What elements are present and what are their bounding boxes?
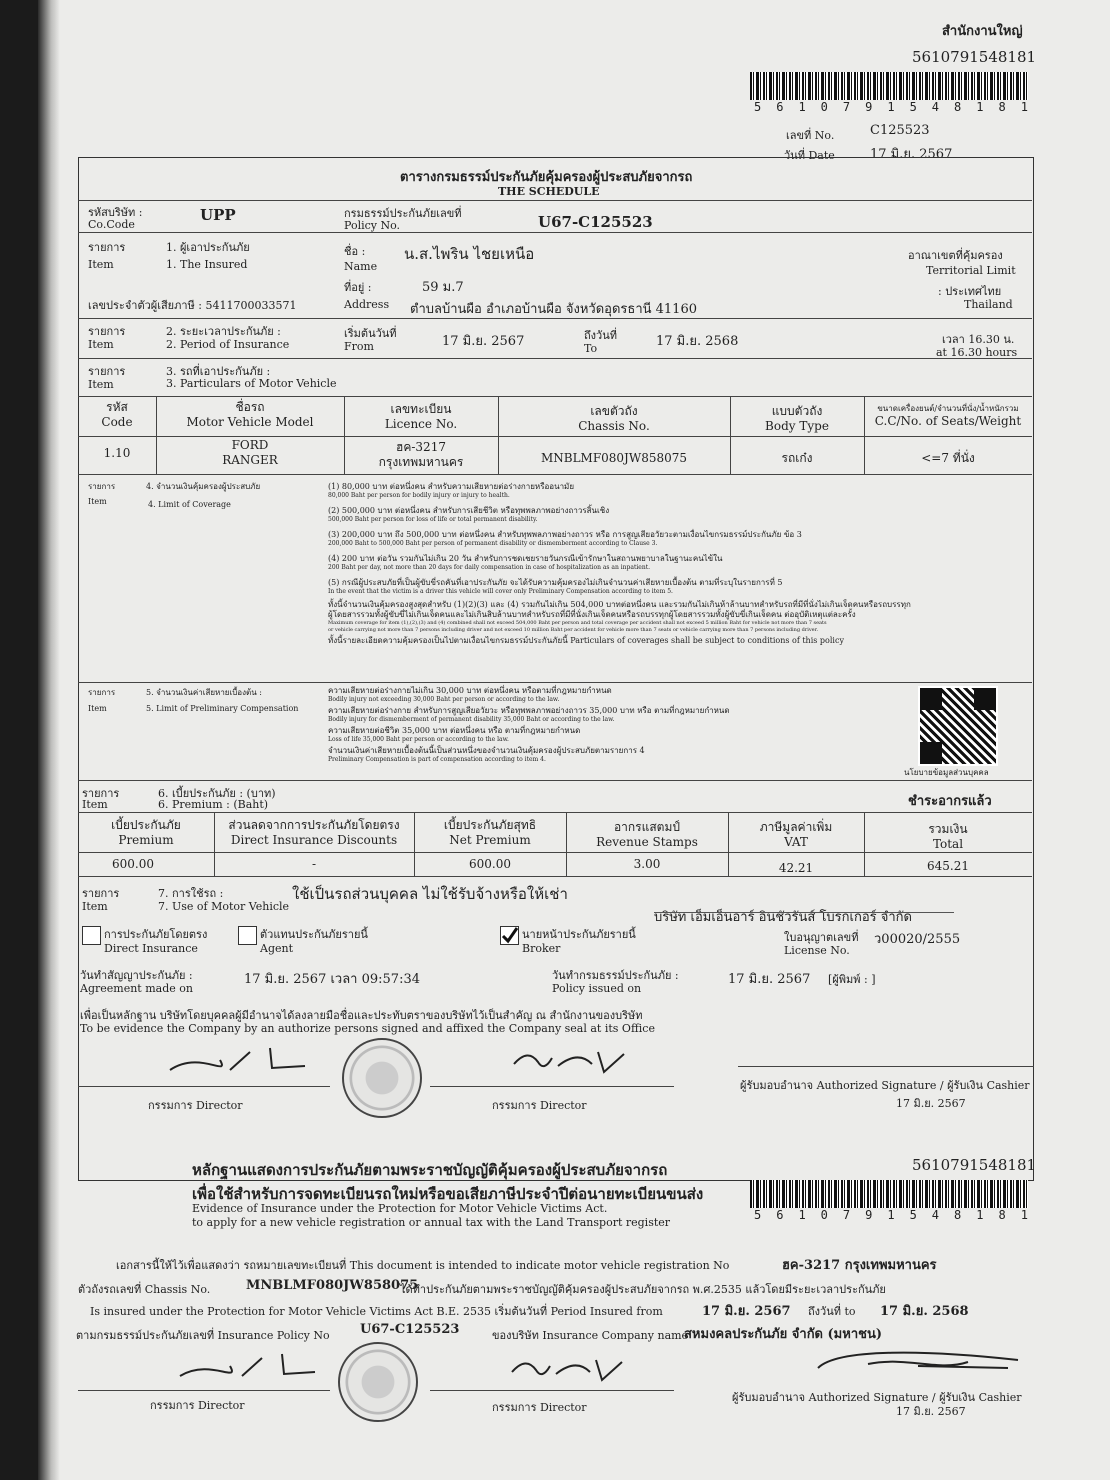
period-item-th: รายการ [88,325,126,338]
evidence-line4-label: ตามกรมธรรม์ประกันภัยเลขที่ Insurance Policy No [76,1329,330,1342]
vehicle-item-th: รายการ [88,365,126,378]
period-from-date: 17 มิ.ย. 2567 [442,334,525,349]
tax-paid-label: ชำระอากรแล้ว [908,794,992,809]
director-signature-4 [506,1350,636,1390]
address-line1: 59 ม.7 [422,280,464,295]
evidence-barcode [750,1180,1028,1208]
direct-insurance-th: การประกันภัยโดยตรง [104,928,208,941]
insured-label-th: 1. ผู้เอาประกันภัย [166,241,250,254]
premium-item-th: รายการ [82,787,120,800]
doc-no-label: เลขที่ No. [786,129,835,142]
broker-en: Broker [522,942,561,955]
evidence-line2-text: ได้ทำประกันภัยตามพระราชบัญญัติคุ้มครองผู้ประสบภัยจากรถ พ.ศ.2535 แล้วโดยมีระยะเวลาประกันภัย [400,1283,886,1296]
director-label-1: กรรมการ Director [148,1099,243,1112]
vt-header-seats: ขนาดเครื่องยนต์/จำนวนที่นั่ง/น้ำหนักรวม C.C/No. of Seats/Weight [874,404,1022,428]
vehicle-licence: ฮค-3217 กรุงเทพมหานคร [378,440,464,469]
agreement-label-en: Agreement made on [80,982,193,995]
authorized-signature-label: ผู้รับมอบอำนาจ Authorized Signature / ผู้รับเงิน Cashier [740,1079,1030,1092]
company-seal [342,1038,422,1118]
name-label-en: Name [344,260,378,273]
co-code-label-en: Co.Code [88,218,135,231]
policy-barcode-number: 5610791548181 [912,48,1037,66]
prelim-item-th: รายการ [88,688,116,697]
premium-label-en: 6. Premium : (Baht) [158,798,269,811]
co-code-value: UPP [200,206,236,224]
insured-name: น.ส.ไพริน ไชยเหนือ [404,245,535,263]
broker-checkbox[interactable] [500,926,519,945]
evidence-line3-text: Is insured under the Protection for Motor Vehicle Victims Act B.E. 2535 เริ่มต้นวันที่ Period Insured from [90,1305,663,1318]
evidence-title-th-1: หลักฐานแสดงการประกันภัยตามพระราชบัญญัติคุ้มครองผู้ประสบภัยจากรถ [192,1161,668,1179]
prem-header-discount: ส่วนลดจากการประกันภัยโดยตรง Direct Insurance Discounts [228,818,400,847]
vehicle-label-en: 3. Particulars of Motor Vehicle [166,377,337,390]
vt-header-chassis: เลขตัวถัง Chassis No. [578,404,650,433]
schedule-title-en: THE SCHEDULE [498,185,600,198]
barcode-digits: 5610791548181 [754,100,1043,114]
period-label-en: 2. Period of Insurance [166,338,290,351]
prem-value-net: 600.00 [469,857,511,871]
prem-header-premium: เบี้ยประกันภัย Premium [111,818,181,847]
office-label: สำนักงานใหญ่ [942,24,1023,39]
evidence-barcode-digits: 5610791548181 [754,1208,1043,1222]
coverage-label-th: 4. จำนวนเงินคุ้มครองผู้ประสบภัย [146,482,261,491]
evidence-title-en-2: to apply for a new vehicle registration or annual tax with the Land Transport register [192,1216,671,1229]
director-signature-2 [508,1042,638,1082]
coverage-item-th: รายการ [88,482,116,491]
to-label-th: ถึงวันที่ [584,329,617,342]
vt-header-body: แบบตัวถัง Body Type [765,404,829,433]
from-label-th: เริ่มต้นวันที่ [344,327,397,340]
evidence-title-th-2: เพื่อใช้สำหรับการจดทะเบียนรถใหม่หรือขอเสียภาษีประจำปีต่อนายทะเบียนขนส่ง [192,1185,704,1203]
vehicle-item-en: Item [88,378,114,391]
agent-th: ตัวแทนประกันภัยรายนี้ [260,928,368,941]
issued-label-th: วันทำกรมธรรม์ประกันภัย : [552,969,679,982]
vt-header-model: ชื่อรถ Motor Vehicle Model [186,400,314,429]
territory-value-en: Thailand [964,298,1013,311]
issued-label-en: Policy issued on [552,982,642,995]
header-date: 17 มิ.ย. 2567 [870,147,953,162]
vehicle-model: FORD RANGER [222,438,278,467]
insurance-document-page [38,0,1110,1480]
privacy-qr-code[interactable] [918,686,998,766]
prem-value-premium: 600.00 [112,857,154,871]
name-label-th: ชื่อ : [344,245,366,258]
broker-th: นายหน้าประกันภัยรายนี้ [522,928,636,941]
item-label-th: รายการ [88,241,126,254]
vt-header-licence: เลขทะเบียน Licence No. [384,402,458,431]
prelim-label-en: 5. Limit of Preliminary Compensation [146,704,299,713]
vehicle-chassis: MNBLMF080JW858075 [540,451,688,465]
evidence-registration: ฮค-3217 กรุงเทพมหานคร [782,1258,937,1273]
doc-no: C125523 [870,123,930,138]
license-number: ว00020/2555 [874,932,961,947]
evidence-to-label: ถึงวันที่ to [808,1305,856,1318]
vehicle-code: 1.10 [103,446,131,460]
direct-insurance-en: Direct Insurance [104,942,198,955]
license-label-th: ใบอนุญาตเลขที่ [784,931,859,944]
cashier-signature [808,1346,1038,1382]
authorized-date-2: 17 มิ.ย. 2567 [896,1405,966,1418]
director-label-2: กรรมการ Director [492,1099,587,1112]
issued-value: 17 มิ.ย. 2567 [728,972,811,987]
company-seal-2 [338,1342,418,1422]
territory-value-th: : ประเทศไทย [938,285,1002,298]
policy-barcode [750,72,1028,100]
coverage-item-en: Item [88,497,107,506]
director-signature-3 [170,1348,320,1388]
evidence-chassis: MNBLMF080JW858075 [246,1278,419,1293]
vehicle-label-th: 3. รถที่เอาประกันภัย : [166,365,271,378]
period-to-date: 17 มิ.ย. 2568 [656,334,739,349]
address-label-th: ที่อยู่ : [344,281,372,294]
prem-header-stamps: อากรแสตมป์ Revenue Stamps [596,820,698,849]
evidence-number: 5610791548181 [912,1156,1037,1174]
coverage-text: (1) 80,000 บาท ต่อหนึ่งคน สำหรับความเสียหายต่อร่างกายหรืออนามัย 80,000 Baht per person for bodily injury or injury to health. (2) 500,000 บาท ต่อหนึ่งคน สำหรับการเสียชีวิต หรือทุพพลภาพอย่างถาวรสิ้นเชิง 500,000 Baht per person for loss of life or total permanent disability. (3) 200,000 บาท ถึง 500,000 บาท ต่อหนึ่งคน สำหรับทุพพลภาพอย่างถาวร หรือ การสูญเสียอวัยวะตามเงื่อนไขกรมธรรม์ประกันภัย ข้อ 3 200,000 Baht to 500,000 Baht per person of permanent disability or dismemberment according to Clause 3. (4) 200 บาท ต่อวัน รวมกันไม่เกิน 20 วัน สำหรับการชดเชยรายวันกรณีเข้ารักษาในสถานพยาบาลในฐานะคนไข้ใน 200 Baht per day, not more than 20 days for daily compensation in case of hospitalization as an inpatient. (5) กรณีผู้ประสบภัยที่เป็นผู้ขับขี่รถคันที่เอาประกันภัย จะได้รับความคุ้มครองไม่เกินจำนวนค่าเสียหายเบื้องต้น ตามที่ระบุในรายการที่ 5 In the event that the victim is a driver this vehicle will cover only Preliminary Compensation according to item 5. ทั้งนี้จำนวนเงินคุ้มครองสูงสุดสำหรับ (1)(2)(3) และ (4) รวมกันไม่เกิน 504,000 บาทต่อหนึ่งคน และรวมกันไม่เกินห้าล้านบาทสำหรับรถที่มีที่นั่งไม่เกินเจ็ดคนหรือรถบรรทุก ผู้โดยสารรวมทั้งผู้ขับขี่ไม่เกินเจ็ดคนและไม่เกินสิบล้านบาทสำหรับรถที่มีที่นั่งเกินเจ็ดคนหรือรถบรรทุกผู้โดยสารรวมทั้งผู้ขับขี่เกินเจ็ดคน ต่ออุบัติเหตุแต่ละครั้ง Maximum coverage for item (1),(2),(3) and (4) combined shall not exceed 504,000 Baht per person and total coverage per accident shall not exceed 5 million Baht for vehicle not more than 7 seats or vehicle carrying not more than 7 persons including driver and not exceed 10 million Baht per accident for vehicle more than 7 seats or vehicle carrying more than 7 persons including driver. ทั้งนี้รายละเอียดความคุ้มครองเป็นไปตามเงื่อนไขกรมธรรม์ประกันภัยนี้ Particulars of coverages shall be subject to conditions of this policy [328,482,911,645]
date-label: วันที่ Date [784,149,835,162]
use-item-th: รายการ [82,887,120,900]
evidence-line1-text: เอกสารนี้ให้ไว้เพื่อแสดงว่า รถหมายเลขทะเบียนที่ This document is intended to indicate motor vehicle registration No [116,1259,730,1272]
vehicle-seats: <=7 ที่นั่ง [921,451,975,465]
policy-no-label-th: กรมธรรม์ประกันภัยเลขที่ [344,207,462,220]
address-label-en: Address [344,298,390,311]
agent-en: Agent [260,942,293,955]
evidence-statement-th: เพื่อเป็นหลักฐาน บริษัทโดยบุคคลผู้มีอำนาจได้ลงลายมือชื่อและประทับตราของบริษัทไว้เป็นสำคัญ ณ สำนักงานของบริษัท [80,1009,643,1022]
from-label-en: From [344,340,374,353]
period-time-th: เวลา 16.30 น. [942,333,1015,346]
authorized-date: 17 มิ.ย. 2567 [896,1097,966,1110]
checkmark-icon [501,927,518,944]
prem-value-discount: - [311,857,317,871]
evidence-chassis-label: ตัวถังรถเลขที่ Chassis No. [78,1283,211,1296]
director-label-3: กรรมการ Director [150,1399,245,1412]
premium-item-en: Item [82,798,108,811]
evidence-policy-no: U67-C125523 [360,1322,460,1337]
address-line2: ตำบลบ้านผือ อำเภอบ้านผือ จังหวัดอุดรธานี 41160 [410,302,697,317]
prem-header-total: รวมเงิน Total [928,822,968,851]
prelim-item-en: Item [88,704,107,713]
insured-label-en: 1. The Insured [166,258,248,271]
vt-header-code: รหัส Code [101,400,133,429]
period-time-en: at 16.30 hours [936,346,1018,359]
prem-header-vat: ภาษีมูลค่าเพิ่ม VAT [759,820,833,849]
agent-checkbox[interactable] [238,926,257,945]
coverage-label-en: 4. Limit of Coverage [148,500,231,509]
vehicle-body: รถเก๋ง [781,451,813,465]
use-label-th: 7. การใช้รถ : [158,887,224,900]
evidence-to-date: 17 มิ.ย. 2568 [880,1304,969,1319]
prelim-label-th: 5. จำนวนเงินค่าเสียหายเบื้องต้น : [146,688,262,697]
tax-id: เลขประจำตัวผู้เสียภาษี : 5411700033571 [88,299,297,312]
agreement-label-th: วันทำสัญญาประกันภัย : [80,969,193,982]
to-label-en: To [584,342,598,355]
director-signature-1 [160,1040,310,1082]
qr-caption: นโยบายข้อมูลส่วนบุคคล [904,768,989,777]
prem-value-total: 645.21 [927,859,969,873]
period-item-en: Item [88,338,114,351]
director-label-4: กรรมการ Director [492,1401,587,1414]
evidence-title-en-1: Evidence of Insurance under the Protection for Motor Vehicle Victims Act. [192,1202,608,1215]
use-item-en: Item [82,900,108,913]
evidence-from-date: 17 มิ.ย. 2567 [702,1304,791,1319]
prelim-text: ความเสียหายต่อร่างกายไม่เกิน 30,000 บาท ต่อหนึ่งคน หรือตามที่กฎหมายกำหนด Bodily injury not exceeding 30,000 Baht per person or according to the law. ความเสียหายต่อร่างกาย สำหรับการสูญเสียอวัยวะ หรือทุพพลภาพอย่างถาวร 35,000 บาท หรือ ตามที่กฎหมายกำหนด Bodily injury for dismemberment of permanent disability 35,000 Baht or according to the law. ความเสียหายต่อชีวิต 35,000 บาท ต่อหนึ่งคน หรือ ตามที่กฎหมายกำหนด Loss of life 35,000 Baht per person or according to the law. จำนวนเงินค่าเสียหายเบื้องต้นนี้เป็นส่วนหนึ่งของจำนวนเงินคุ้มครองผู้ประสบภัยตามรายการ 4 Preliminary Compensation is part of compensation according to item 4. [328,686,730,763]
agreement-value: 17 มิ.ย. 2567 เวลา 09:57:34 [244,972,421,987]
period-label-th: 2. ระยะเวลาประกันภัย : [166,325,281,338]
territory-label-en: Territorial Limit [926,264,1016,277]
direct-insurance-checkbox[interactable] [82,926,101,945]
co-code-label-th: รหัสบริษัท : [88,206,143,219]
printer-label: [ผู้พิมพ์ : ] [828,973,876,986]
schedule-title-th: ตารางกรมธรรม์ประกันภัยคุ้มครองผู้ประสบภัยจากรถ [400,170,693,185]
authorized-signature-label-2: ผู้รับมอบอำนาจ Authorized Signature / ผู้รับเงิน Cashier [732,1391,1022,1404]
license-label-en: License No. [784,944,850,957]
policy-no-label-en: Policy No. [344,219,401,232]
territory-label-th: อาณาเขตที่คุ้มครอง [908,249,1003,262]
evidence-company: สหมงคลประกันภัย จำกัด (มหาชน) [684,1327,882,1342]
prem-value-vat: 42.21 [778,861,814,875]
evidence-line4-text: ของบริษัท Insurance Company name [492,1329,689,1342]
evidence-statement-en: To be evidence the Company by an authorize persons signed and affixed the Company seal at its Office [80,1022,655,1035]
broker-company: บริษัท เอ็มเอ็นอาร์ อินชัวรันส์ โบรกเกอร์ จำกัด [654,910,912,925]
prem-header-net: เบี้ยประกันภัยสุทธิ Net Premium [443,818,537,847]
prem-value-stamps: 3.00 [633,857,661,871]
item-label-en: Item [88,258,114,271]
use-label-en: 7. Use of Motor Vehicle [158,900,290,913]
use-value: ใช้เป็นรถส่วนบุคคล ไม่ใช้รับจ้างหรือให้เช่า [292,885,568,903]
premium-label-th: 6. เบี้ยประกันภัย : (บาท) [158,787,276,800]
policy-no-value: U67-C125523 [538,213,653,231]
